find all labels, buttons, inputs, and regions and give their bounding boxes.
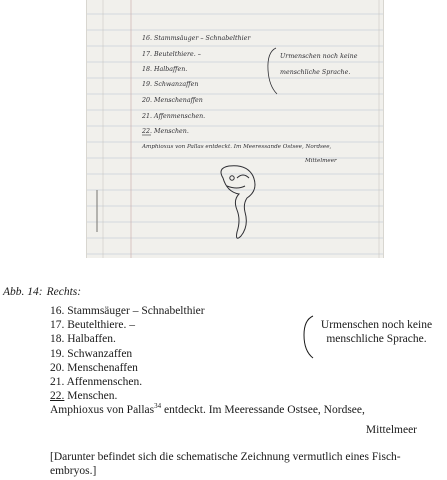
amphioxus-text-start: Amphioxus von Pallas bbox=[50, 404, 155, 417]
hand-bracket bbox=[268, 48, 277, 94]
figure-title: Rechts: bbox=[46, 286, 82, 298]
hand-line: 22. Menschen. bbox=[142, 128, 189, 135]
list-item: 21. Affenmenschen. bbox=[50, 376, 143, 389]
figure-caption bbox=[3, 286, 81, 298]
list-item: 16. Stammsäuger – Schnabelthier bbox=[50, 305, 205, 317]
footnote-ref: 34 bbox=[154, 402, 162, 411]
list-item: 17. Beutelthiere. – bbox=[50, 319, 135, 332]
editor-note: [Darunter befindet sich die schematische Zeichnung vermutlich eines Fisch-embryos.] bbox=[50, 451, 401, 478]
hand-line: 19. Schwanzaffen bbox=[142, 81, 199, 88]
hand-line: Amphioxus von Pallas entdeckt. Im Meeressande Ostsee, Nordsee, bbox=[142, 144, 332, 150]
location-continuation: Mittelmeer bbox=[365, 424, 417, 436]
hand-note: Urmenschen noch keine bbox=[280, 53, 358, 60]
underlined-number: 22. bbox=[50, 390, 65, 403]
side-note-line: Urmenschen noch keine bbox=[320, 319, 433, 331]
list-item bbox=[50, 389, 365, 403]
notebook-scan bbox=[86, 0, 384, 258]
hand-note: menschliche Sprache. bbox=[280, 69, 351, 76]
figure-label: Abb. 14: bbox=[3, 286, 43, 298]
notebook-scan-svg bbox=[87, 0, 383, 258]
hand-line: 18. Halbaffen. bbox=[142, 66, 188, 73]
hand-line: 20. Menschenaffen bbox=[142, 97, 203, 104]
amphioxus-line bbox=[50, 403, 365, 417]
hand-line: 17. Beutelthiere. – bbox=[142, 51, 201, 58]
list-item-text: Menschen. bbox=[64, 390, 118, 403]
list-item: 18. Halbaffen. bbox=[50, 333, 116, 346]
hand-line: 21. Affenmenschen. bbox=[142, 113, 206, 120]
list-item: 20. Menschenaffen bbox=[50, 361, 138, 374]
list-item: 19. Schwanzaffen bbox=[50, 347, 133, 360]
side-note-line: menschliche Sprache. bbox=[326, 333, 427, 346]
amphioxus-text-end: entdeckt. Im Meeressande Ostsee, Nordsee, bbox=[161, 404, 365, 417]
hand-line: Mittelmeer bbox=[305, 158, 337, 164]
hand-line: 16. Stammsäuger – Schnabelthier bbox=[142, 35, 251, 42]
ruled-lines bbox=[87, 14, 383, 254]
side-note bbox=[308, 318, 445, 346]
embryo-sketch bbox=[221, 166, 255, 239]
